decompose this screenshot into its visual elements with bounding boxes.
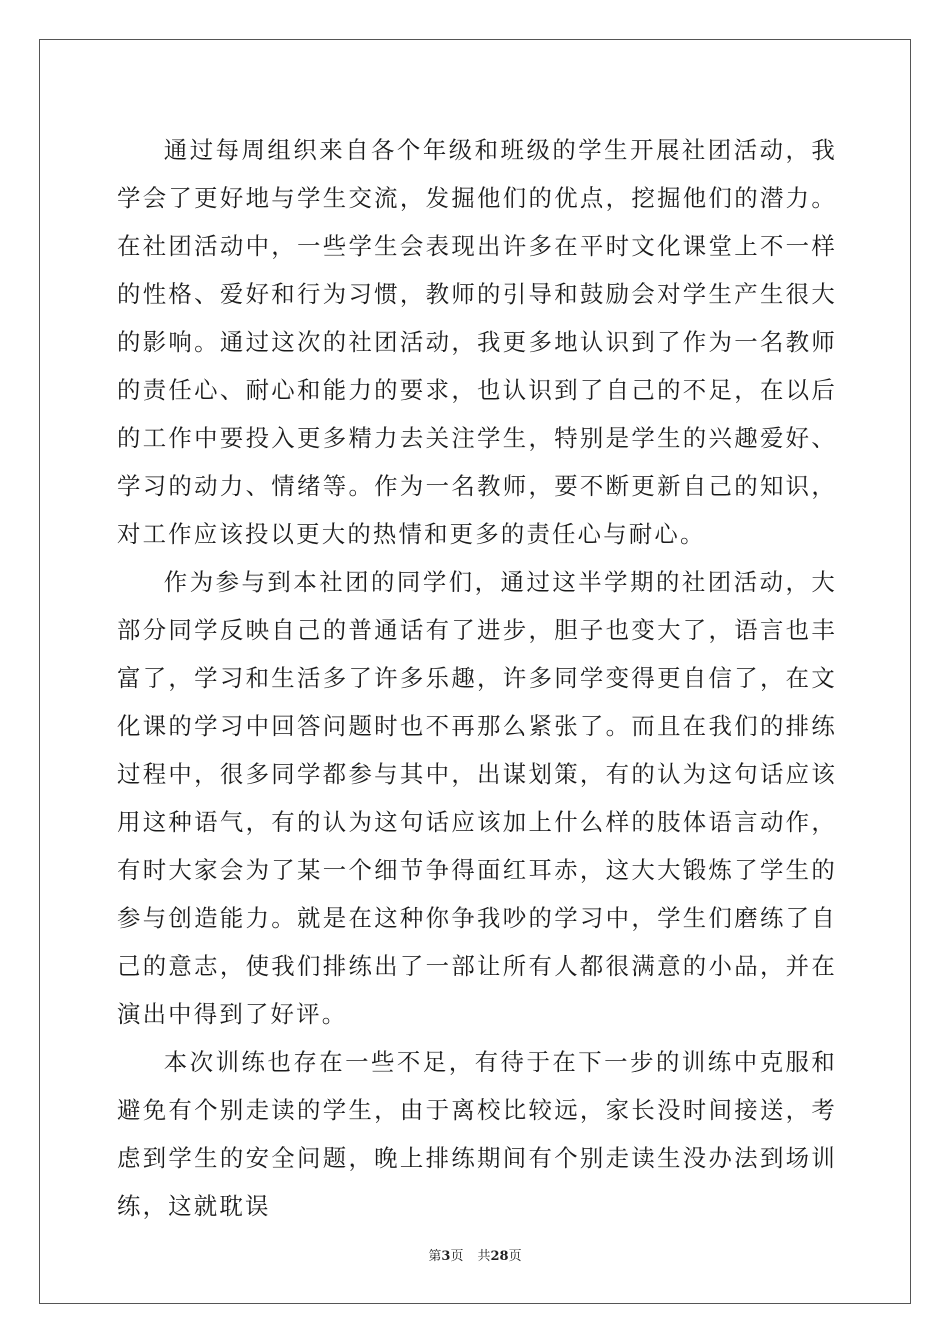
page-number: 3	[441, 1249, 451, 1264]
page-suffix: 页	[450, 1249, 464, 1264]
page-footer	[0, 1247, 950, 1267]
page-prefix: 第	[428, 1249, 442, 1264]
total-suffix: 页	[508, 1249, 522, 1264]
paragraph-1: 通过每周组织来自各个年级和班级的学生开展社团活动，我学会了更好地与学生交流，发掘他们的优点，挖掘他们的潜力。在社团活动中，一些学生会表现出许多在平时文化课堂上不一样的性格、爱好和行为习惯，教师的引导和鼓励会对学生产生很大的影响。通过这次的社团活动，我更多地认识到了作为一名教师的责任心、耐心和能力的要求，也认识到了自己的不足，在以后的工作中要投入更多精力去关注学生，特别是学生的兴趣爱好、学习的动力、情绪等。作为一名教师，要不断更新自己的知识，对工作应该投以更大的热情和更多的责任心与耐心。	[117, 136, 837, 548]
total-prefix: 共	[477, 1249, 491, 1264]
total-pages: 28	[490, 1249, 509, 1264]
document-body	[117, 126, 837, 1230]
paragraph-2: 作为参与到本社团的同学们，通过这半学期的社团活动，大部分同学反映自己的普通话有了进步，胆子也变大了，语言也丰富了，学习和生活多了许多乐趣，许多同学变得更自信了，在文化课的学习中回答问题时也不再那么紧张了。而且在我们的排练过程中，很多同学都参与其中，出谋划策，有的认为这句话应该用这种语气，有的认为这句话应该加上什么样的肢体语言动作，有时大家会为了某一个细节争得面红耳赤，这大大锻炼了学生的参与创造能力。就是在这种你争我吵的学习中，学生们磨练了自己的意志，使我们排练出了一部让所有人都很满意的小品，并在演出中得到了好评。	[117, 568, 837, 1028]
paragraph-3: 本次训练也存在一些不足，有待于在下一步的训练中克服和避免有个别走读的学生，由于离校比较远，家长没时间接送，考虑到学生的安全问题，晚上排练期间有个别走读生没办法到场训练，这就耽误	[117, 1048, 837, 1220]
